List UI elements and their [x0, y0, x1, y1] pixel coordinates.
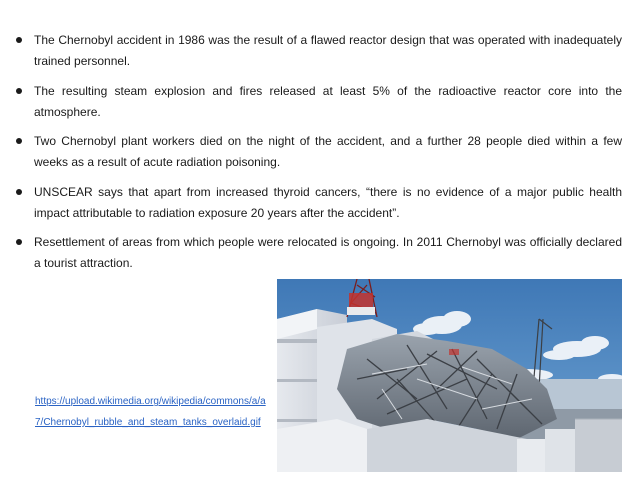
bullet-dot-icon [16, 239, 22, 245]
source-link[interactable]: https://upload.wikimedia.org/wikipedia/commons/a/a7/Chernobyl_rubble_and_steam_tanks_overlaid.gif [35, 396, 266, 428]
bullet-item [16, 232, 622, 274]
reactor-rubble-illustration-icon [277, 279, 622, 472]
bullet-dot-icon [16, 189, 22, 195]
bullet-dot-icon [16, 138, 22, 144]
bullet-text: Resettlement of areas from which people were relocated is ongoing. In 2011 Chernobyl was officially declared a tourist attraction. [34, 235, 622, 270]
bullet-item [16, 182, 622, 224]
bullet-list [16, 30, 622, 283]
bullet-text: UNSCEAR says that apart from increased thyroid cancers, “there is no evidence of a major public health impact attributable to radiation exposure 20 years after the accident”. [34, 184, 622, 220]
bullet-item [16, 30, 622, 72]
bullet-text: The resulting steam explosion and fires released at least 5% of the radioactive reactor core into the atmosphere. [34, 83, 622, 119]
bullet-item [16, 131, 622, 173]
bullet-dot-icon [16, 37, 22, 43]
bullet-item [16, 81, 622, 123]
bullet-text: The Chernobyl accident in 1986 was the result of a flawed reactor design that was operated with inadequately trained personnel. [34, 33, 622, 68]
bullet-dot-icon [16, 88, 22, 94]
bullet-text: Two Chernobyl plant workers died on the night of the accident, and a further 28 people died within a few weeks as a result of acute radiation poisoning. [34, 134, 622, 169]
reactor-rubble-image [277, 279, 622, 472]
